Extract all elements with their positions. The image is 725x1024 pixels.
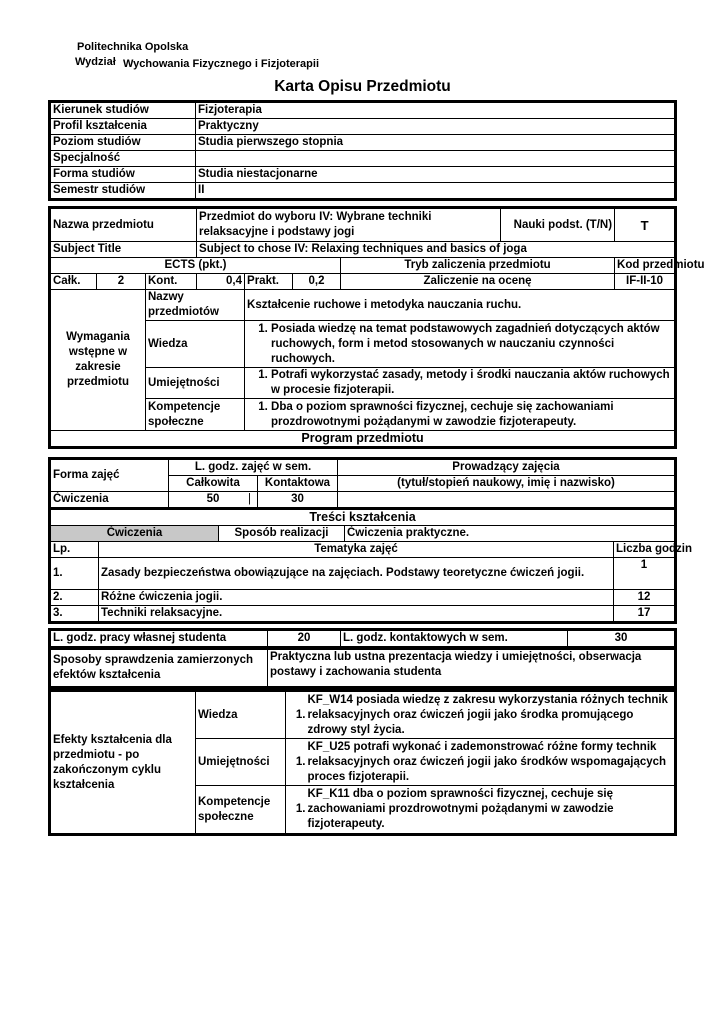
ects-contact-label: Kont.: [146, 274, 197, 290]
form-label: Forma zajęć: [51, 460, 169, 492]
program-table: [50, 459, 675, 508]
subject-title-label: Subject Title: [51, 242, 197, 258]
basic-sciences-label: Nauki podst. (T/N): [501, 209, 615, 242]
field-value: Studia pierwszego stopnia: [196, 135, 675, 151]
outcomes-table: [50, 691, 675, 834]
ects-contact-value: 0,4: [197, 274, 245, 290]
content-table: [50, 509, 693, 622]
field-label: Profil kształcenia: [51, 119, 196, 135]
prereq-skills-cell: [245, 368, 675, 399]
program-form-value: Ćwiczenia: [51, 492, 169, 508]
field-value: II: [196, 183, 675, 199]
program-title: Program przedmiotu: [51, 431, 675, 447]
page-title: Karta Opisu Przedmiotu: [274, 78, 451, 95]
table-row: [51, 558, 675, 590]
subject-title-value: Subject to chose IV: Relaxing techniques and basics of joga: [197, 242, 675, 258]
prereq-knowledge-cell: [245, 321, 675, 368]
faculty-name: Wychowania Fizycznego i Fizjoterapii: [123, 58, 319, 70]
contact-hours-value: 30: [568, 631, 675, 647]
ects-total-label: Całk.: [51, 274, 97, 290]
field-label: Specjalność: [51, 151, 196, 167]
verification-value: Praktyczna lub ustna prezentacja wiedzy i umiejętności, obserwacja postawy i zachowania studenta: [268, 650, 675, 687]
hours-label: L. godz. zajęć w sem.: [169, 460, 338, 476]
subject-code-value: IF-II-10: [615, 274, 675, 290]
prereq-social-label: Kompetencje społeczne: [146, 399, 245, 431]
program-hours-contact: 30: [258, 492, 338, 508]
outcome-skills-value: KF_U25 potrafi wykonać i zademonstrować różne formy technik relaksacyjnych oraz ćwiczeń jogii jako środków wspomagających proces fizjoterapii.: [306, 739, 675, 786]
prereq-social-value: 1. Dba o poziom sprawności fizycznej, cechuje się zachowaniami prozdrowotnymi pożądanymi w zawodzie fizjoterapeuty.: [271, 400, 672, 430]
outcomes-label: Efekty kształcenia dla przedmiotu - po zakończonym cyklu kształcenia: [51, 692, 196, 834]
teacher-sub-label: (tytuł/stopień naukowy, imię i nazwisko): [338, 476, 675, 492]
outcome-knowledge-value: KF_W14 posiada wiedzę z zakresu wykorzystania różnych technik relaksacyjnych oraz ćwiczeń jogii jako środka promującego zdrowy styl życia.: [306, 692, 675, 739]
row-lp: 1.: [51, 558, 99, 590]
field-value: Studia niestacjonarne: [196, 167, 675, 183]
method-label: Sposób realizacji: [219, 526, 345, 542]
subject-table: [50, 208, 705, 447]
basic-sciences-value: T: [615, 209, 675, 242]
subject-name-label: Nazwa przedmiotu: [51, 209, 197, 242]
subject-name-value: Przedmiot do wyboru IV: Wybrane techniki relaksacyjne i podstawy jogi: [197, 209, 501, 242]
method-value: Ćwiczenia praktyczne.: [345, 526, 675, 542]
table-row: [51, 606, 675, 622]
field-label: Kierunek studiów: [51, 103, 196, 119]
university-name: Politechnika Opolska: [77, 41, 189, 53]
field-label: Poziom studiów: [51, 135, 196, 151]
row-lp: 2.: [51, 590, 99, 606]
program-hours-total-cell: [169, 492, 258, 508]
verification-label: Sposoby sprawdzenia zamierzonych efektów kształcenia: [51, 650, 268, 687]
prereq-skills-value: 1. Potrafi wykorzystać zasady, metody i środki nauczania aktów ruchowych w procesie fizjoterapii.: [271, 368, 672, 398]
row-topic: Zasady bezpieczeństwa obowiązujące na zajęciach. Podstawy teoretyczne ćwiczeń jogii.: [99, 558, 614, 590]
prereq-knowledge-value: 1. Posiada wiedzę na temat podstawowych zagadnień dotyczących aktów ruchowych, form i metod stosowanych w nauczaniu czynności ruchowych.: [271, 322, 672, 367]
subject-code-label: Kod przedmiotu: [615, 258, 675, 274]
row-topic: Techniki relaksacyjne.: [99, 606, 614, 622]
field-value: Fizjoterapia: [196, 103, 675, 119]
prereq-skills-label: Umiejętności: [146, 368, 245, 399]
table-row: [51, 590, 675, 606]
assessment-mode-label: Tryb zaliczenia przedmiotu: [341, 258, 615, 274]
prereq-social-cell: [245, 399, 675, 431]
field-value: Praktyczny: [196, 119, 675, 135]
separator-glyph: |: [248, 493, 251, 505]
lp-header: Lp.: [51, 542, 99, 558]
hours-contact-label: Kontaktowa: [258, 476, 338, 492]
hours-total-label: Całkowita: [169, 476, 258, 492]
prereq-names-value: Kształcenie ruchowe i metodyka nauczania ruchu.: [245, 290, 675, 321]
workload-table: [50, 630, 675, 647]
row-topic: Różne ćwiczenia jogii.: [99, 590, 614, 606]
outcome-skills-label: Umiejętności: [196, 739, 286, 786]
field-label: Forma studiów: [51, 167, 196, 183]
row-hours: 12: [614, 590, 675, 606]
field-value: [196, 151, 675, 167]
field-label: Semestr studiów: [51, 183, 196, 199]
ects-practical-value: 0,2: [293, 274, 341, 290]
outcome-skills-num: 1.: [286, 739, 306, 786]
outcome-social-num: 1.: [286, 786, 306, 834]
prereq-names-label: Nazwy przedmiotów: [146, 290, 245, 321]
outcome-knowledge-label: Wiedza: [196, 692, 286, 739]
outcome-social-label: Kompetencje społeczne: [196, 786, 286, 834]
content-form: Ćwiczenia: [51, 526, 219, 542]
contact-hours-label: L. godz. kontaktowych w sem.: [341, 631, 568, 647]
row-hours: 1: [614, 558, 675, 590]
hours-header: Liczba godzin: [614, 542, 675, 558]
general-info-table: [50, 102, 675, 199]
prereq-label: Wymagania wstępne w zakresie przedmiotu: [51, 290, 146, 431]
topic-header: Tematyka zajęć: [99, 542, 614, 558]
program-hours-total: 50: [206, 493, 220, 505]
prereq-knowledge-label: Wiedza: [146, 321, 245, 368]
ects-total-value: 2: [97, 274, 146, 290]
ects-label: ECTS (pkt.): [51, 258, 341, 274]
outcome-social-value: KF_K11 dba o poziom sprawności fizycznej, cechuje się zachowaniami prozdrowotnymi pożądanymi w zawodzie fizjoterapeuty.: [306, 786, 675, 834]
row-hours: 17: [614, 606, 675, 622]
row-lp: 3.: [51, 606, 99, 622]
program-teacher-value: [338, 492, 675, 508]
verification-table: [50, 649, 675, 687]
content-title: Treści kształcenia: [51, 510, 675, 526]
faculty-label: Wydział: [75, 56, 116, 68]
ects-practical-label: Prakt.: [245, 274, 293, 290]
own-work-label: L. godz. pracy własnej studenta: [51, 631, 268, 647]
teacher-label: Prowadzący zajęcia: [338, 460, 675, 476]
own-work-value: 20: [268, 631, 341, 647]
outcome-knowledge-num: 1.: [286, 692, 306, 739]
assessment-mode-value: Zaliczenie na ocenę: [341, 274, 615, 290]
